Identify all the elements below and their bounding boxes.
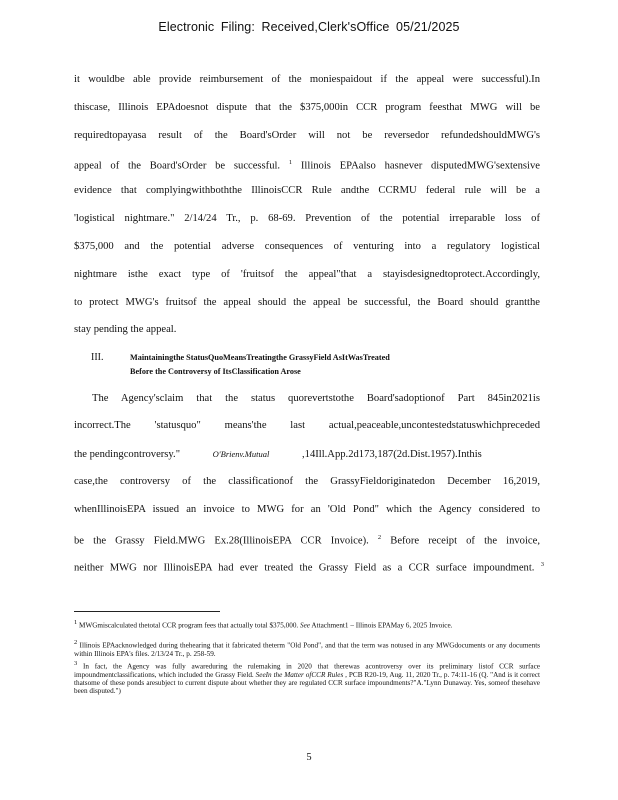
body-text: appeal of the Board'sOrder be successful. xyxy=(74,160,281,172)
footnote-2 xyxy=(74,639,540,658)
body-line: it wouldbe able provide reimbursement of the moniespaidout if the appeal were successful).In xyxy=(74,74,540,85)
footnote-ref-3[interactable]: 3 xyxy=(540,561,544,568)
section-number: III. xyxy=(91,352,104,363)
footnote-3 xyxy=(74,660,540,696)
case-citation: O'Brienv.Mutual xyxy=(212,449,270,459)
body-line: nightmare isthe exact type of 'fruitsof the appeal"that a stayisdesignedtoprotect.Accordingly, xyxy=(74,269,540,280)
body-text: Before receipt of the invoice, xyxy=(390,535,540,547)
body-line-with-citation xyxy=(74,447,540,462)
footnote-text: Attachment1 – Illinois EPAMay 6, 2025 Invoice. xyxy=(310,621,453,630)
section-title-line-1: Maintainingthe StatusQuoMeansTreatingthe GrassyField AsItWasTreated xyxy=(130,353,390,362)
signal-see: See xyxy=(300,621,310,630)
body-line: whenIllinoisEPA issued an invoice to MWG for an 'Old Pond" which the Agency considered to xyxy=(74,504,540,515)
body-text: Illinois EPAalso hasnever disputedMWG'sextensive xyxy=(300,160,540,172)
body-text: the pendingcontroversy." xyxy=(74,449,181,460)
section-title-line-2: Before the Controversy of ItsClassification Arose xyxy=(130,367,301,376)
body-line: requiredtopayasa result of the Board'sOrder will not be reversedor refundedshouldMWG's xyxy=(74,130,540,141)
footnote-number: 2 xyxy=(74,639,78,646)
body-text: be the Grassy Field.MWG Ex.28(IllinoisEPA CCR Invoice). xyxy=(74,535,369,547)
filing-header: Electronic Filing: Received,Clerk'sOffice 05/21/2025 xyxy=(158,20,460,34)
footnote-1 xyxy=(74,619,540,630)
footnote-text: MWGmiscalculated thetotal CCR program fees that actually total $375,000. xyxy=(77,621,299,630)
body-line-with-footnote xyxy=(74,531,540,549)
footnote-divider xyxy=(74,611,220,612)
footnote-number: 1 xyxy=(74,619,78,626)
body-line-with-footnote xyxy=(74,558,544,576)
body-text: neither MWG nor IllinoisEPA had ever treated the Grassy Field as a CCR surface impoundment. xyxy=(74,562,535,574)
footnote-ref-2[interactable]: 2 xyxy=(377,534,382,541)
case-citation: SeeIn the Matter ofCCR Rules xyxy=(255,670,344,679)
body-line: thiscase, Illinois EPAdoesnot dispute that the $375,000in CCR program feesthat MWG will be xyxy=(74,102,540,113)
body-line: case,the controversy of the classificationof the GrassyFieldoriginatedon December 16,2019, xyxy=(74,476,540,487)
body-line: incorrect.The 'statusquo" means'the last actual,peaceable,uncontestedstatuswhichpreceded xyxy=(74,420,540,431)
body-line: to protect MWG's fruitsof the appeal should the appeal be successful, the Board should grantthe xyxy=(74,297,540,308)
body-line-with-footnote xyxy=(74,156,540,174)
body-line: stay pending the appeal. xyxy=(74,324,177,335)
footnote-text: , PCB R20-19, Aug. 11, 2020 Tr., p. 74:11-16 (Q. "And is it correct thatsome of these ponds aresubject to current dispute about whether they are regulated CCR surface impoundments?"A."Lynn Dunaway. Yes, someof thesehave been disputed.") xyxy=(74,670,541,696)
body-text: ,14Ill.App.2d173,187(2d.Dist.1957).Inthis xyxy=(302,449,482,460)
body-line: evidence that complyingwithboththe IllinoisCCR Rule andthe CCRMU federal rule will be a xyxy=(74,185,540,196)
footnote-text: In fact, the Agency was fully awareduring the rulemaking in 2020 that therewas acontroversy over its preliminary listof CCR surface impoundmentclassifications, which included the Grassy Field. xyxy=(74,662,540,679)
footnote-text: Illinois EPAacknowledged during thehearing that it fabricated theterm "Old Pond", and that the term was notused in any MWGdocuments or any documents within Illinois EPA's files. 2/13/24 Tr., p. 258-59. xyxy=(74,641,540,658)
body-line: The Agency'sclaim that the status quorevertstothe Board'sadoptionof Part 845in2021is xyxy=(92,393,540,404)
footnote-ref-1[interactable]: 1 xyxy=(288,159,293,166)
page-number: 5 xyxy=(306,752,312,763)
body-line: $375,000 and the potential adverse consequences of venturing into a regulatory logistical xyxy=(74,241,540,252)
body-line: 'logistical nightmare." 2/14/24 Tr., p. 68-69. Prevention of the potential irreparable loss of xyxy=(74,213,540,224)
footnote-number: 3 xyxy=(74,660,78,667)
